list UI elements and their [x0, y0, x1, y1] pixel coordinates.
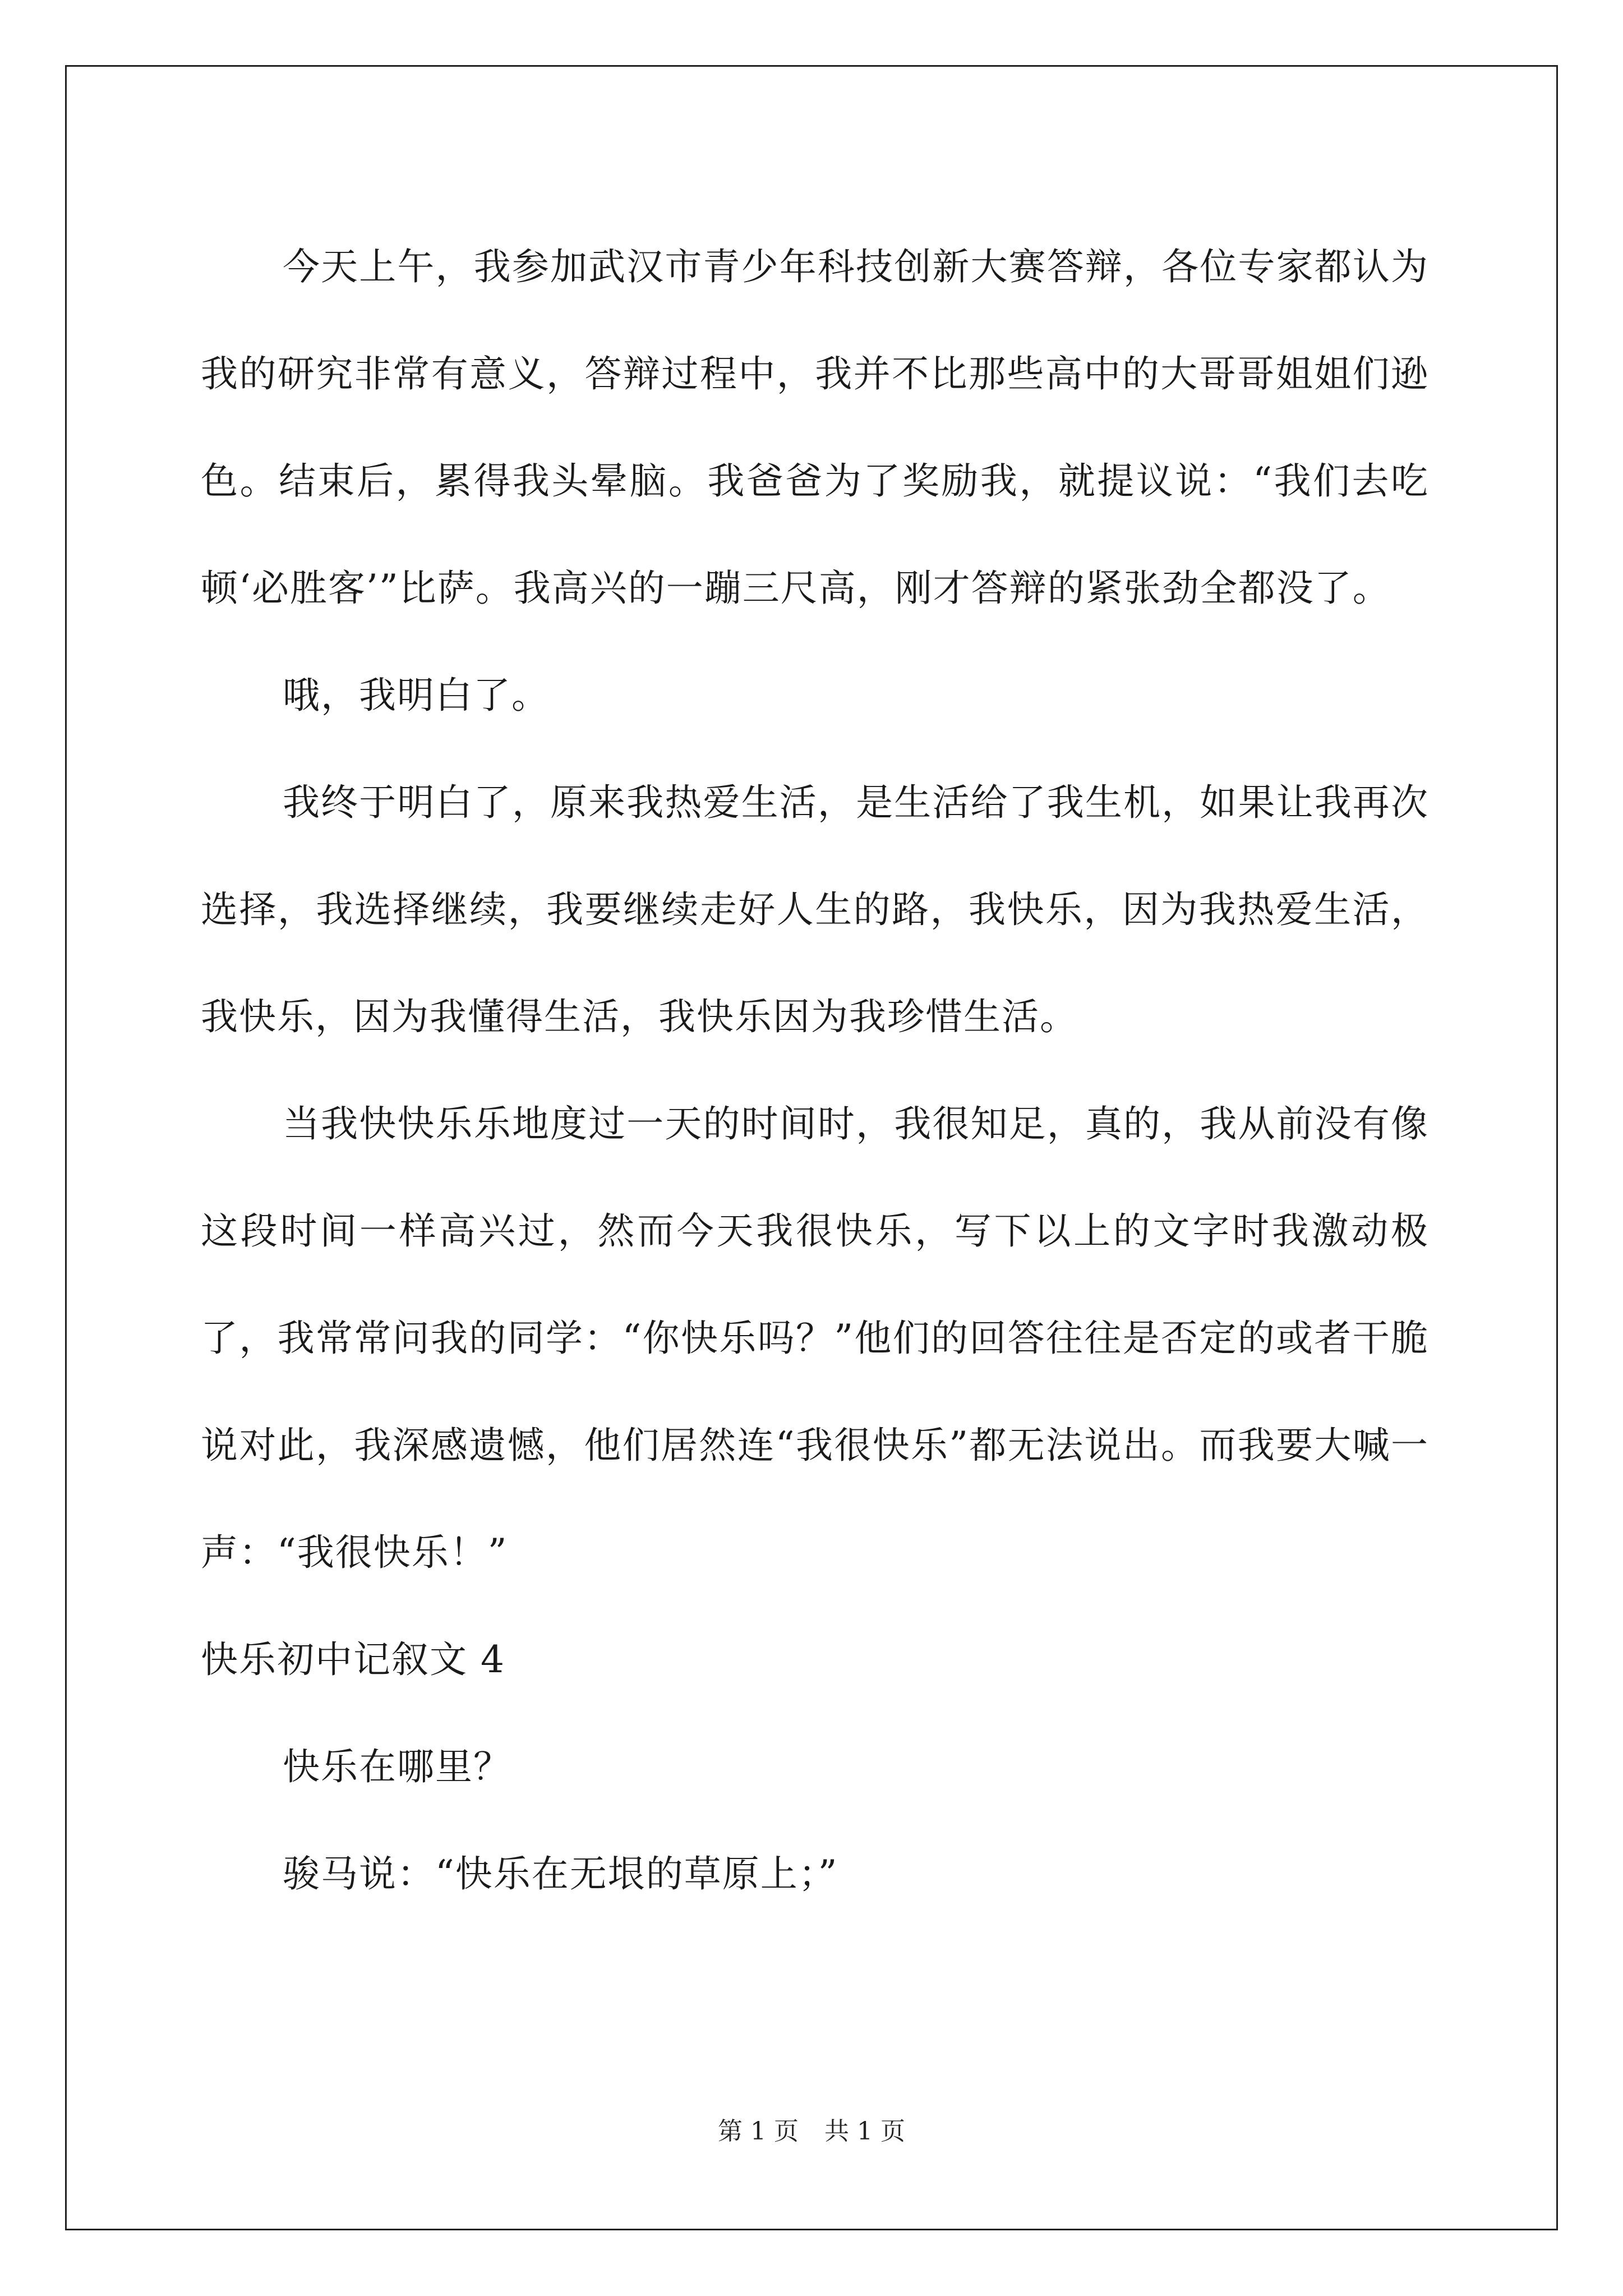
paragraph: 我终于明白了，原来我热爱生活，是生活给了我生机，如果让我再次选择，我选择继续，我要继续走好人生的路，我快乐，因为我热爱生活，我快乐，因为我懂得生活，我快乐因为我珍惜生活。: [201, 781, 1429, 1038]
document-body: [201, 213, 1429, 1927]
paragraph: 骏马说：“快乐在无垠的草原上；”: [283, 1852, 838, 1895]
section-heading: 快乐初中记叙文 4: [201, 1638, 505, 1681]
paragraph: 当我快快乐乐地度过一天的时间时，我很知足，真的，我从前没有像这段时间一样高兴过，然而今天我很快乐，写下以上的文字时我激动极了，我常常问我的同学：“你快乐吗？”他们的回答往往是否定的或者干脆说对此，我深感遗憾，他们居然连“我很快乐”都无法说出。而我要大喊一声：“我很快乐！”: [201, 1102, 1429, 1574]
page-number-total: 共 1 页: [824, 2117, 905, 2146]
page-number-current: 第 1 页: [718, 2117, 799, 2146]
paragraph: 今天上午，我参加武汉市青少年科技创新大赛答辩，各位专家都认为我的研究非常有意义，答辩过程中，我并不比那些高中的大哥哥姐姐们逊色。结束后，累得我头晕脑。我爸爸为了奖励我，就提议说：“我们去吃顿‘必胜客’”比萨。我高兴的一蹦三尺高，刚才答辩的紧张劲全都没了。: [201, 245, 1429, 610]
page-footer: [0, 2115, 1623, 2148]
paragraph: 哦，我明白了。: [283, 674, 550, 717]
paragraph: 快乐在哪里？: [283, 1745, 511, 1788]
